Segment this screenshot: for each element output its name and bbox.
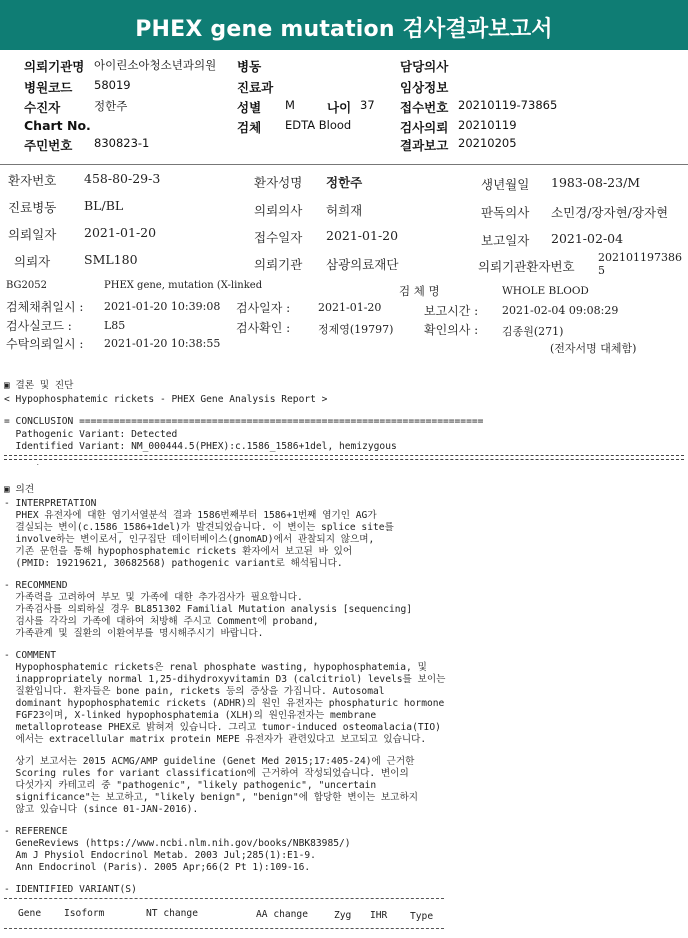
- comment-line: inappropriately normal 1,25-dihydroxyvitamin D3 (calcitriol) levels를 보이는: [4, 674, 446, 685]
- comment-line: FGF23이며, X-linked hypophosphatemia (XLH)의 원인유전자는 membrane: [4, 710, 377, 721]
- header-separator: [0, 164, 688, 165]
- header-label: 진료과: [237, 80, 274, 95]
- patient-label: 환자번호: [8, 173, 57, 188]
- exam-value: 2021-01-20 10:38:55: [104, 337, 221, 350]
- exam-value: 2021-02-04 09:08:29: [502, 304, 619, 317]
- header-label: 임상정보: [400, 80, 449, 95]
- comment-line: metalloprotease PHEX로 밝혀져 있습니다. 그리고 tumor-induced osteomalacia(TIO): [4, 722, 441, 733]
- header-label: 검체: [237, 120, 262, 135]
- header-value: 58019: [94, 78, 131, 92]
- patient-value: 2021-01-20: [326, 228, 399, 243]
- patient-label: 보고일자: [481, 233, 530, 248]
- reference-line: GeneReviews (https://www.ncbi.nlm.nih.gov/books/NBK83985/): [4, 838, 351, 849]
- comment-line: 질환입니다. 환자들은 bone pain, rickets 등의 증상을 가집니다. Autosomal: [4, 686, 385, 697]
- specimen-value: WHOLE BLOOD: [502, 285, 589, 297]
- exam-label: 수탁의뢰일시 :: [6, 337, 84, 351]
- interpretation-line: 기존 문헌을 통해 hypophosphatemic rickets 환자에서 보고된 바 있어: [4, 546, 353, 557]
- header-value: 정한주: [94, 99, 128, 113]
- comment-line: significance"는 보고하고, "likely benign", "benign"에 합당한 변이는 보고하지: [4, 792, 418, 803]
- exam-value: 정제영(19797): [318, 323, 394, 336]
- exam-label: 검사확인 :: [236, 321, 291, 335]
- header-label: 결과보고: [400, 138, 449, 153]
- recommend-line: 가족관계 및 질환의 이환여부를 명시해주시기 바랍니다.: [4, 628, 264, 639]
- patient-value: 2021-01-20: [84, 225, 157, 240]
- interpretation-header: - INTERPRETATION: [4, 498, 97, 509]
- section-opinion-title: ▣ 의견: [4, 484, 35, 495]
- header-value: EDTA Blood: [285, 118, 352, 132]
- header-label: 담당의사: [400, 59, 449, 74]
- header-label: 검사의뢰: [400, 120, 449, 135]
- exam-label: 확인의사 :: [424, 323, 479, 337]
- header-label: 접수번호: [400, 100, 449, 115]
- exam-value: L85: [104, 319, 126, 332]
- section-conclusion-title: ▣ 결론 및 진단: [4, 380, 74, 391]
- variant-column-header: Gene: [18, 908, 42, 919]
- recommend-header: - RECOMMEND: [4, 580, 68, 591]
- patient-label: 의뢰의사: [254, 203, 303, 218]
- reference-line: Ann Endocrinol (Paris). 2005 Apr;66(2 Pt 1):109-16.: [4, 862, 311, 873]
- header-label: 병동: [237, 59, 262, 74]
- variant-column-header: AA change: [256, 909, 308, 920]
- exam-code: BG2052: [6, 280, 47, 291]
- patient-value: 2021-02-04: [551, 231, 624, 246]
- patient-label: 환자성명: [254, 175, 303, 190]
- header-value: 아이린소아청소년과의원: [94, 58, 217, 72]
- interpretation-line: 결실되는 변이(c.1586_1586+1del)가 발견되었습니다. 이 변이는 splice site를: [4, 522, 394, 533]
- conclusion-divider: [4, 455, 684, 460]
- conclusion-header: = CONCLUSION ======================================================================: [4, 416, 484, 427]
- report-title: PHEX gene mutation 검사결과보고서: [135, 17, 553, 42]
- patient-value: SML180: [84, 252, 138, 267]
- specimen-label: 검 체 명: [399, 284, 440, 298]
- comment-line: 않고 있습니다 (since 01-JAN-2016).: [4, 804, 199, 815]
- header-value: 20210205: [458, 136, 517, 150]
- variant-column-header: Isoform: [64, 908, 105, 919]
- exam-value: 김종원(271): [502, 325, 564, 338]
- exam-label: 검체채취일시 :: [6, 300, 84, 314]
- patient-value: 458-80-29-3: [84, 171, 161, 186]
- conclusion-line: Identified Variant: NM_000444.5(PHEX):c.1586_1586+1del, hemizygous: [4, 441, 397, 452]
- exam-value: 2021-01-20 10:39:08: [104, 300, 221, 313]
- exam-label: 검사일자 :: [236, 301, 291, 315]
- interpretation-line: PHEX 유전자에 대한 염기서열분석 결과 1586번째부터 1586+1번째 염기인 AG가: [4, 510, 377, 521]
- recommend-line: 검사를 각각의 가족에 대하여 처방해 주시고 Comment에 proband,: [4, 616, 319, 627]
- recommend-line: 가족검사를 의뢰하실 경우 BL851302 Familial Mutation analysis [sequencing]: [4, 604, 413, 615]
- header-label: 주민번호: [24, 138, 73, 153]
- patient-label: 생년월일: [481, 177, 530, 192]
- variants-header: - IDENTIFIED VARIANT(S): [4, 884, 137, 895]
- patient-value: 소민경/장자현/장자현: [551, 205, 669, 220]
- patient-value: BL/BL: [84, 198, 124, 213]
- patient-label: 의뢰기관: [254, 257, 303, 272]
- comment-line: 다섯가지 카테고리 중 "pathogenic", "likely pathogenic", "uncertain: [4, 780, 377, 791]
- patient-name: 정한주: [326, 175, 363, 190]
- header-value: 830823-1: [94, 136, 150, 150]
- patient-value: 1983-08-23/M: [551, 175, 641, 190]
- comment-line: Scoring rules for variant classification에 근거하여 작성되었습니다. 변이의: [4, 768, 409, 779]
- header-value: 20210119-73865: [458, 98, 558, 112]
- patient-label: 접수일자: [254, 230, 303, 245]
- variant-column-header: NT change: [146, 908, 198, 919]
- interpretation-line: (PMID: 19219621, 30682568) pathogenic variant로 해석됩니다.: [4, 558, 343, 569]
- header-value: M: [285, 98, 295, 112]
- variant-column-header: Type: [410, 911, 434, 922]
- patient-value: 삼광의료재단: [326, 257, 399, 272]
- interpretation-line: involve하는 변이로서, 인구집단 데이터베이스(gnomAD)에서 관찰되지 않으며,: [4, 534, 375, 545]
- header-label: 나이: [327, 100, 352, 115]
- variants-divider: [4, 898, 444, 899]
- header-label: 성별: [237, 100, 262, 115]
- patient-label: 의뢰자: [14, 254, 51, 269]
- patient-label: 판독의사: [481, 205, 530, 220]
- header-value: 20210119: [458, 118, 517, 132]
- conclusion-line: Pathogenic Variant: Detected: [4, 429, 178, 440]
- header-label: 수진자: [24, 100, 61, 115]
- reference-header: - REFERENCE: [4, 826, 68, 837]
- comment-line: 에서는 extracellular matrix protein MEPE 유전자가 관련있다고 보고되고 있습니다.: [4, 734, 427, 745]
- esign-note: (전자서명 대체함): [550, 342, 637, 355]
- patient-value: 5: [598, 264, 605, 277]
- comment-header: - COMMENT: [4, 650, 56, 661]
- exam-name: PHEX gene, mutation (X-linked: [104, 280, 263, 291]
- variant-column-header: Zyg: [334, 910, 352, 921]
- header-value: 37: [360, 98, 375, 112]
- recommend-line: 가족력을 고려하여 부모 및 가족에 대한 추가검사가 필요합니다.: [4, 592, 303, 603]
- exam-label: 보고시간 :: [424, 304, 479, 318]
- report-subtitle: < Hypophosphatemic rickets - PHEX Gene Analysis Report >: [4, 394, 328, 405]
- dot-mark: .: [36, 460, 40, 467]
- exam-value: 2021-01-20: [318, 301, 382, 314]
- variant-column-header: IHR: [370, 910, 388, 921]
- reference-line: Am J Physiol Endocrinol Metab. 2003 Jul;285(1):E1-9.: [4, 850, 316, 861]
- patient-value: 202101197386: [598, 251, 682, 264]
- patient-value: 허희재: [326, 203, 363, 218]
- header-label: Chart No.: [24, 118, 91, 133]
- comment-line: 상기 보고서는 2015 ACMG/AMP guideline (Genet Med 2015;17:405-24)에 근거한: [4, 756, 415, 767]
- patient-label: 의뢰일자: [8, 227, 57, 242]
- patient-label: 진료병동: [8, 200, 57, 215]
- comment-line: dominant hypophosphatemic rickets (ADHR)의 원인 유전자는 phosphaturic hormone: [4, 698, 445, 709]
- header-label: 병원코드: [24, 80, 73, 95]
- exam-label: 검사실코드 :: [6, 319, 72, 333]
- variants-divider: [4, 928, 444, 929]
- patient-label: 의뢰기관환자번호: [478, 259, 575, 274]
- comment-line: Hypophosphatemic rickets은 renal phosphate wasting, hypophosphatemia, 및: [4, 662, 427, 673]
- header-label: 의뢰기관명: [24, 59, 85, 74]
